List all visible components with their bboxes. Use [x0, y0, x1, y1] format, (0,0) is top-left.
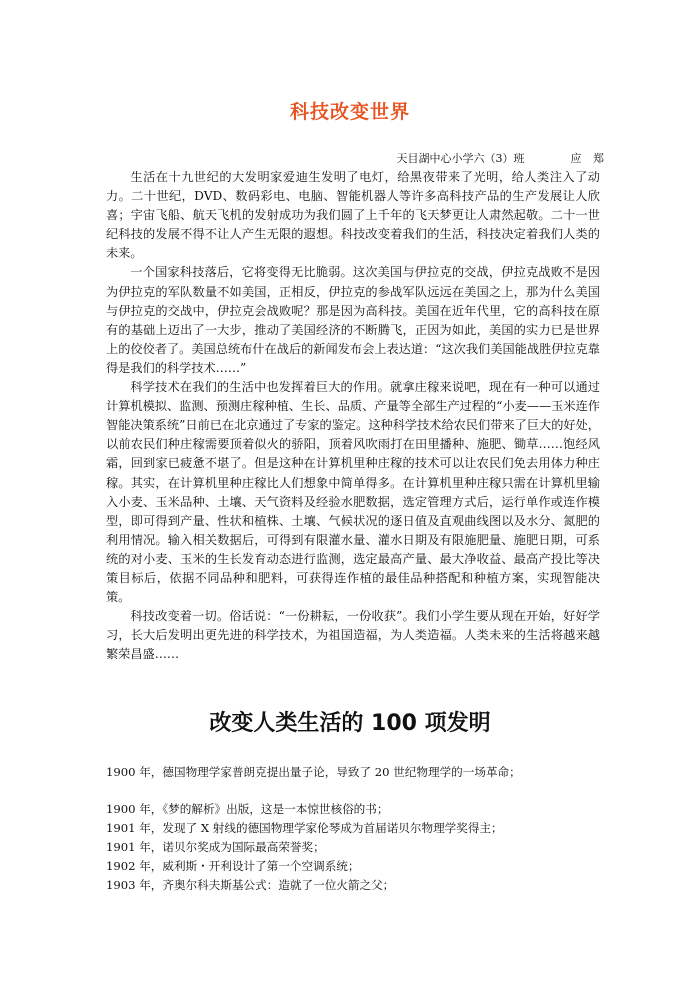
- essay-paragraph: 科学技术在我们的生活中也发挥着巨大的作用。就拿庄稼来说吧，现在有一种可以通过计算机模拟、监测、预测庄稼种植、生长、品质、产量等全部生产过程的“小麦——玉米连作智能决策系统”日前已在北京通过了专家的鉴定。这种科学技术给农民们带来了巨大的好处，以前农民们种庄稼需要顶着似火的骄阳，顶着风吹雨打在田里播种、施肥、锄草……饱经风霜，回到家已疲惫不堪了。但是这种在计算机里种庄稼的技术可以让农民们免去用体力种庄稼。其实，在计算机里种庄稼比人们想象中简单得多。在计算机里种庄稼只需在计算机里输入小麦、玉米品种、土壤、天气资料及经验水肥数据，选定管理方式后，运行单作或连作模型，即可得到产量、性状和植株、土壤、气候状况的逐日值及直观曲线图以及水分、氮肥的利用情况。输入相关数据后，可得到有限灌水量、灌水日期及有限施肥量、施肥日期，可系统的对小麦、玉米的生长发育动态进行监测，选定最高产量、最大净收益、最高产投比等决策目标后，依据不同品种和肥料，可获得连作植的最佳品种搭配和种植方案，实现智能决策。: [106, 380, 600, 605]
- section-title: 改变人类生活的 100 项发明: [209, 711, 491, 736]
- byline-school: 天目湖中心小学六（3）班: [396, 152, 525, 165]
- invention-item: 1903 年，齐奥尔科夫斯基公式：造就了一位火箭之父；: [106, 878, 395, 892]
- invention-list: [106, 763, 626, 895]
- invention-item: 1901 年，发现了 X 射线的德国物理学家伦琴成为首届诺贝尔物理学奖得主；: [106, 821, 503, 835]
- invention-item: 1902 年，威利斯・开利设计了第一个空调系统；: [106, 859, 360, 873]
- byline: [397, 150, 609, 166]
- byline-author: 应 郑: [570, 152, 608, 165]
- invention-item: 1900 年，《梦的解析》出版，这是一本惊世核俗的书；: [106, 802, 389, 816]
- invention-item: 1901 年，诺贝尔奖成为国际最高荣誉奖；: [106, 840, 325, 854]
- essay-title: 科技改变世界: [289, 101, 410, 123]
- essay-paragraph: 一个国家科技落后，它将变得无比脆弱。这次美国与伊拉克的交战，伊拉克战败不是因为伊拉克的军队数量不如美国，正相反，伊拉克的参战军队远远在美国之上，那为什么美国与伊拉克的交战中，伊拉克会战败呢？那是因为高科技。美国在近年代里，它的高科技在原有的基础上迈出了一大步，推动了美国经济的不断腾飞，正因为如此，美国的实力已是世界上的佼佼者了。美国总统布什在战后的新闻发布会上表达道：“这次我们美国能战胜伊拉克靠得是我们的科学技术……”: [106, 265, 600, 375]
- invention-item: 1900 年，德国物理学家普朗克提出量子论，导致了 20 世纪物理学的一场革命；: [106, 765, 521, 779]
- essay-paragraph: 生活在十九世纪的大发明家爱迪生发明了电灯，给黑夜带来了光明，给人类注入了动力。二十世纪，DVD、数码彩电、电脑、智能机器人等许多高科技产品的生产发展让人欣喜；宇宙飞船、航天飞机的发射成功为我们圆了上千年的飞天梦更让人肃然起敬。二十一世纪科技的发展不得不让人产生无限的遐想。科技改变着我们的生活，科技决定着我们人类的未来。: [106, 170, 600, 261]
- essay-paragraph: 科技改变着一切。俗话说：“一份耕耘，一份收获”。我们小学生要从现在开始，好好学习，长大后发明出更先进的科学技术，为祖国造福，为人类造福。人类未来的生活将越来越繁荣昌盛……: [106, 609, 600, 662]
- essay-body: [106, 168, 600, 664]
